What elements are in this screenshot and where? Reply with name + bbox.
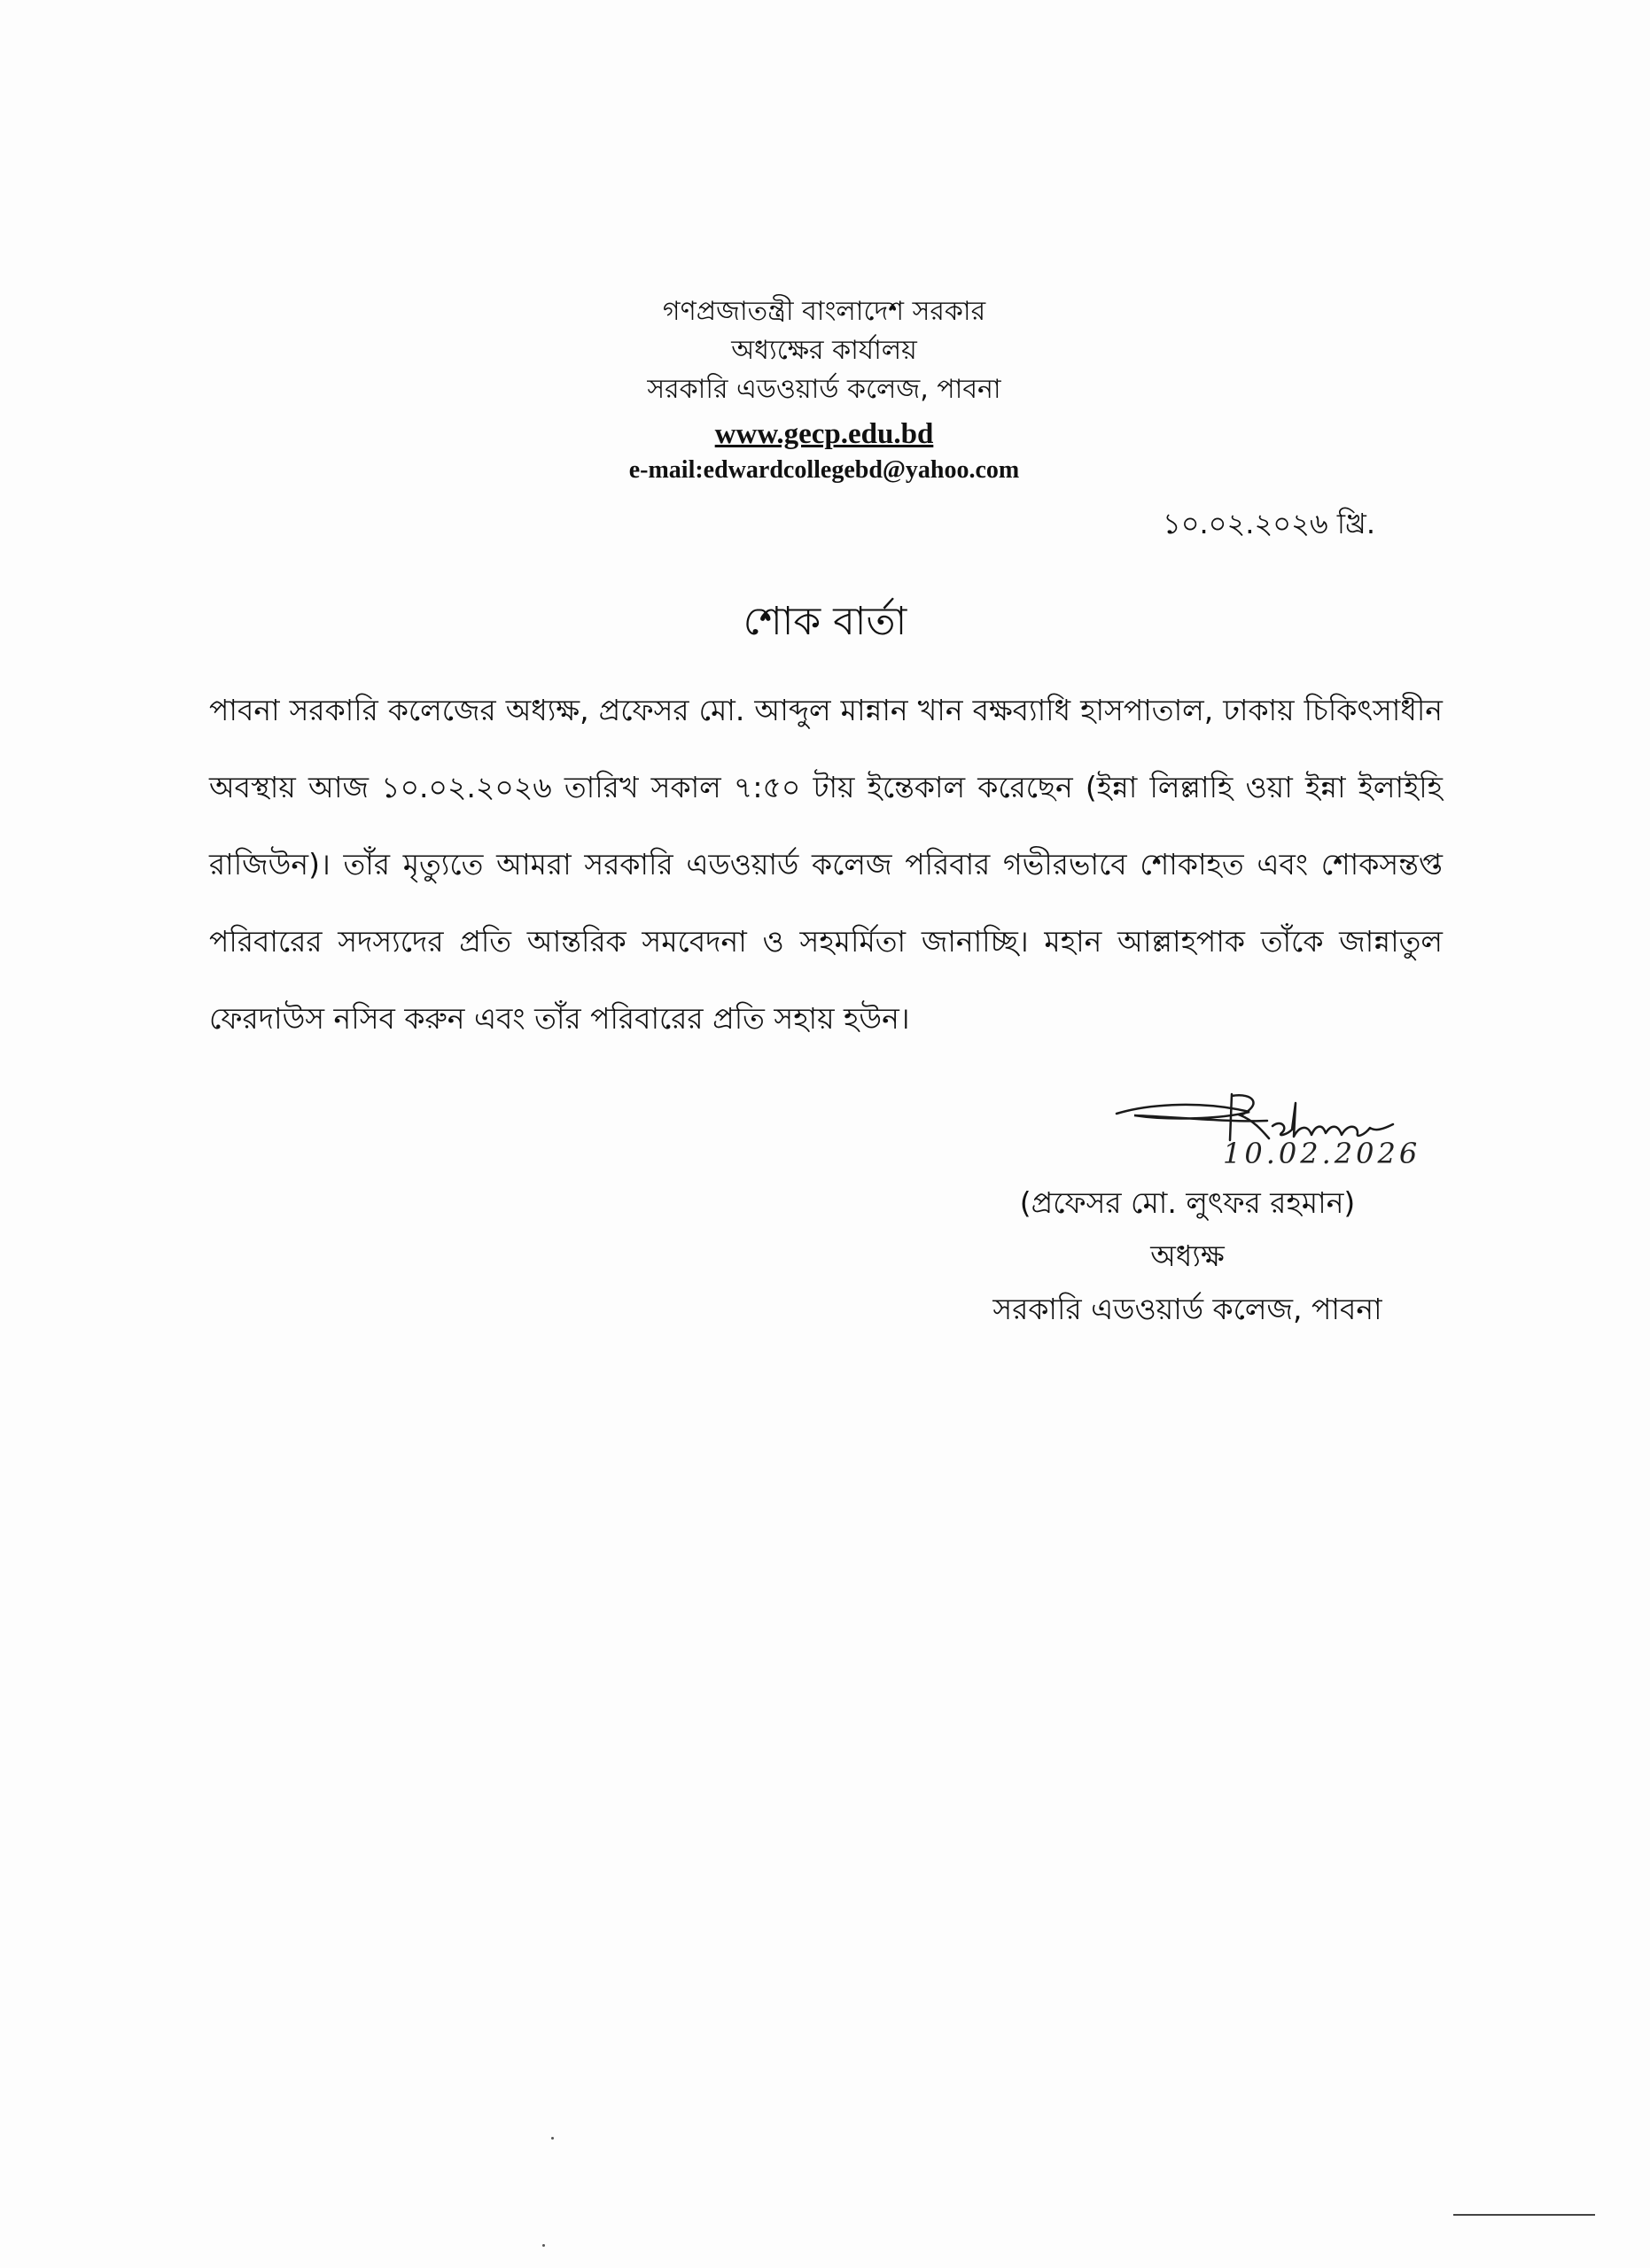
signatory-institution: সরকারি এডওয়ার্ড কলেজ, পাবনা bbox=[992, 1292, 1382, 1326]
signatory-designation: অধ্যক্ষ bbox=[1150, 1239, 1225, 1273]
notice-date: ১০.০২.২০২৬ খ্রি. bbox=[1162, 507, 1375, 540]
government-line: গণপ্রজাতন্ত্রী বাংলাদেশ সরকার bbox=[662, 296, 986, 327]
footer-rule bbox=[1453, 2214, 1595, 2216]
handwritten-signature-date: 10.02.2026 bbox=[1223, 1137, 1421, 1170]
scan-speck bbox=[551, 2137, 554, 2140]
notice-title: শোক বার্তা bbox=[743, 599, 907, 644]
notice-body: পাবনা সরকারি কলেজের অধ্যক্ষ, প্রফেসর মো. আব্দুল মান্নান খান বক্ষব্যাধি হাসপাতাল, ঢাকায় চিকিৎসাধীন অবস্থায় আজ ১০.০২.২০২৬ তারিখ সকাল ৭:৫০ টায় ইন্তেকাল করেছেন (ইন্না লিল্লাহি ওয়া ইন্না ইলাইহি রাজিউন)। তাঁর মৃত্যুতে আমরা সরকারি এডওয়ার্ড কলেজ পরিবার গভীরভাবে শোকাহত এবং শোকসন্তপ্ত পরিবারের সদস্যদের প্রতি আন্তরিক সমবেদনা ও সহমর্মিতা জানাচ্ছি। মহান আল্লাহপাক তাঁকে জান্নাতুল ফেরদাউস নসিব করুন এবং তাঁর পরিবারের প্রতি সহায় হউন। bbox=[209, 693, 1443, 1036]
scan-speck bbox=[542, 2244, 545, 2247]
signatory-name: (প্রফেসর মো. লুৎফর রহমান) bbox=[1019, 1185, 1356, 1220]
email-address[interactable]: e-mail:edwardcollegebd@yahoo.com bbox=[628, 456, 1020, 484]
office-line: অধ্যক্ষের কার্যালয় bbox=[731, 335, 917, 366]
website-link[interactable]: www.gecp.edu.bd bbox=[714, 418, 934, 450]
letterhead bbox=[496, 292, 1152, 485]
signatory-block bbox=[939, 1177, 1436, 1336]
college-line: সরকারি এডওয়ার্ড কলেজ, পাবনা bbox=[647, 374, 1001, 405]
